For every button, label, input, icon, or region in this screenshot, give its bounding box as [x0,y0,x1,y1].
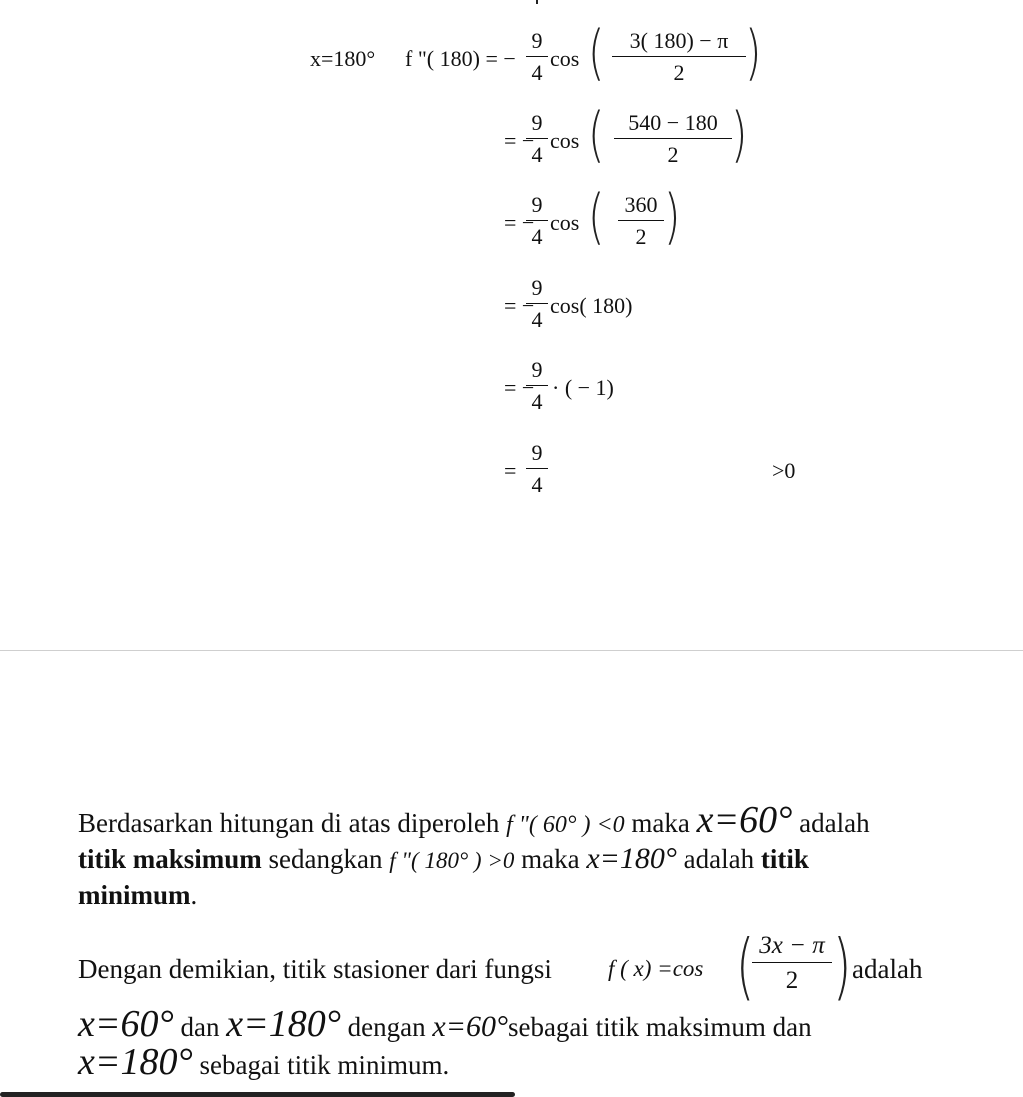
frac-num: 540 − 180 [628,110,718,135]
text: adalah [852,954,923,984]
fraction-line3 [618,194,664,248]
text: Dengan demikian, titik stasioner dari fungsi [78,954,552,984]
x-60-expr: x=60° [696,799,793,841]
cropped-top-mark [536,0,538,4]
text: maka [631,808,690,838]
fraction-9-4 [526,112,548,166]
fprime-180-expr: f "( 180) = − [405,46,516,71]
x-180-label: x=180° [310,46,376,71]
frac-den: 2 [673,60,685,85]
frac-num: 9 [531,28,543,53]
frac-den: 4 [531,389,543,414]
frac-den: 2 [785,967,799,994]
frac-den: 4 [531,224,543,249]
frac-num: 9 [531,192,543,217]
fraction-line2 [614,112,732,166]
cos-label: cos [550,210,580,235]
left-paren: ( [588,18,605,88]
paragraph-line [78,842,1008,878]
text: sebagai titik minimum. [199,1050,450,1080]
left-paren: ( [588,182,605,252]
text: . [190,880,198,910]
frac-den: 4 [531,142,543,167]
greater-than-zero: >0 [772,458,796,483]
frac-num: 3( 180) − π [629,28,729,53]
times-minus-one: · ( − 1) [552,375,614,400]
fraction-9-4 [526,277,548,331]
cos-label: cos [550,46,580,71]
frac-den: 4 [531,307,543,332]
frac-num: 9 [531,275,543,300]
frac-num: 9 [531,357,543,382]
equals-minus: = − [504,128,535,153]
right-paren: ) [833,924,852,1008]
text: adalah [683,844,755,874]
frac-den: 4 [531,472,543,497]
right-paren: ) [731,100,748,170]
text: maka [521,844,580,874]
x-180-expr: x=180° [586,842,677,875]
f-60-expr: f "( 60° ) <0 [506,812,625,838]
equals-minus: = − [504,210,535,235]
text: dan [180,1012,220,1042]
paragraph-line [78,878,1008,912]
equals-minus: = − [504,375,535,400]
left-paren: ( [736,924,755,1008]
section-divider [0,650,1023,651]
text: sebagai titik maksimum dan [507,1012,812,1042]
frac-num: 360 [624,192,658,217]
frac-den: 2 [667,142,679,167]
paragraph-line [78,799,1008,842]
frac-den: 4 [531,60,543,85]
equals-sign: = [504,458,517,483]
bold-text: titik maksimum [78,844,262,874]
cos-label: cos [550,128,580,153]
bold-text: minimum [78,880,191,910]
paragraph-line [78,1040,449,1084]
fraction-9-4 [526,30,548,84]
text: dengan [347,1012,426,1042]
equals-minus: = − [504,293,535,318]
right-paren: ) [664,182,681,252]
text: Berdasarkan hitungan di atas diperoleh [78,808,500,838]
frac-num: 3x − π [759,932,825,959]
scrollbar-indicator [0,1092,515,1097]
fraction-3x-pi [752,933,832,993]
frac-num: 9 [531,440,543,465]
bold-text: titik [760,844,809,874]
left-paren: ( [588,100,605,170]
x-180-expr: x=180° [78,1041,193,1083]
cos-180-expr: cos( 180) [550,293,633,318]
fraction-9-4 [526,442,548,496]
fraction-9-4 [526,194,548,248]
fraction-9-4 [526,359,548,413]
text: sedangkan [268,844,383,874]
x-180-expr: x=180° [226,1003,341,1045]
right-paren: ) [745,18,762,88]
x-60-expr: x=60° [432,1010,508,1043]
f-x-cos-expr: f ( x) =cos [608,956,704,981]
f-180-expr: f "( 180° ) >0 [389,848,515,873]
frac-den: 2 [635,224,647,249]
frac-num: 9 [531,110,543,135]
x-60-expr: x=60° [78,1003,174,1045]
conclusion-paragraph [78,799,1008,912]
fraction-line1 [612,30,746,84]
text: adalah [799,808,870,838]
